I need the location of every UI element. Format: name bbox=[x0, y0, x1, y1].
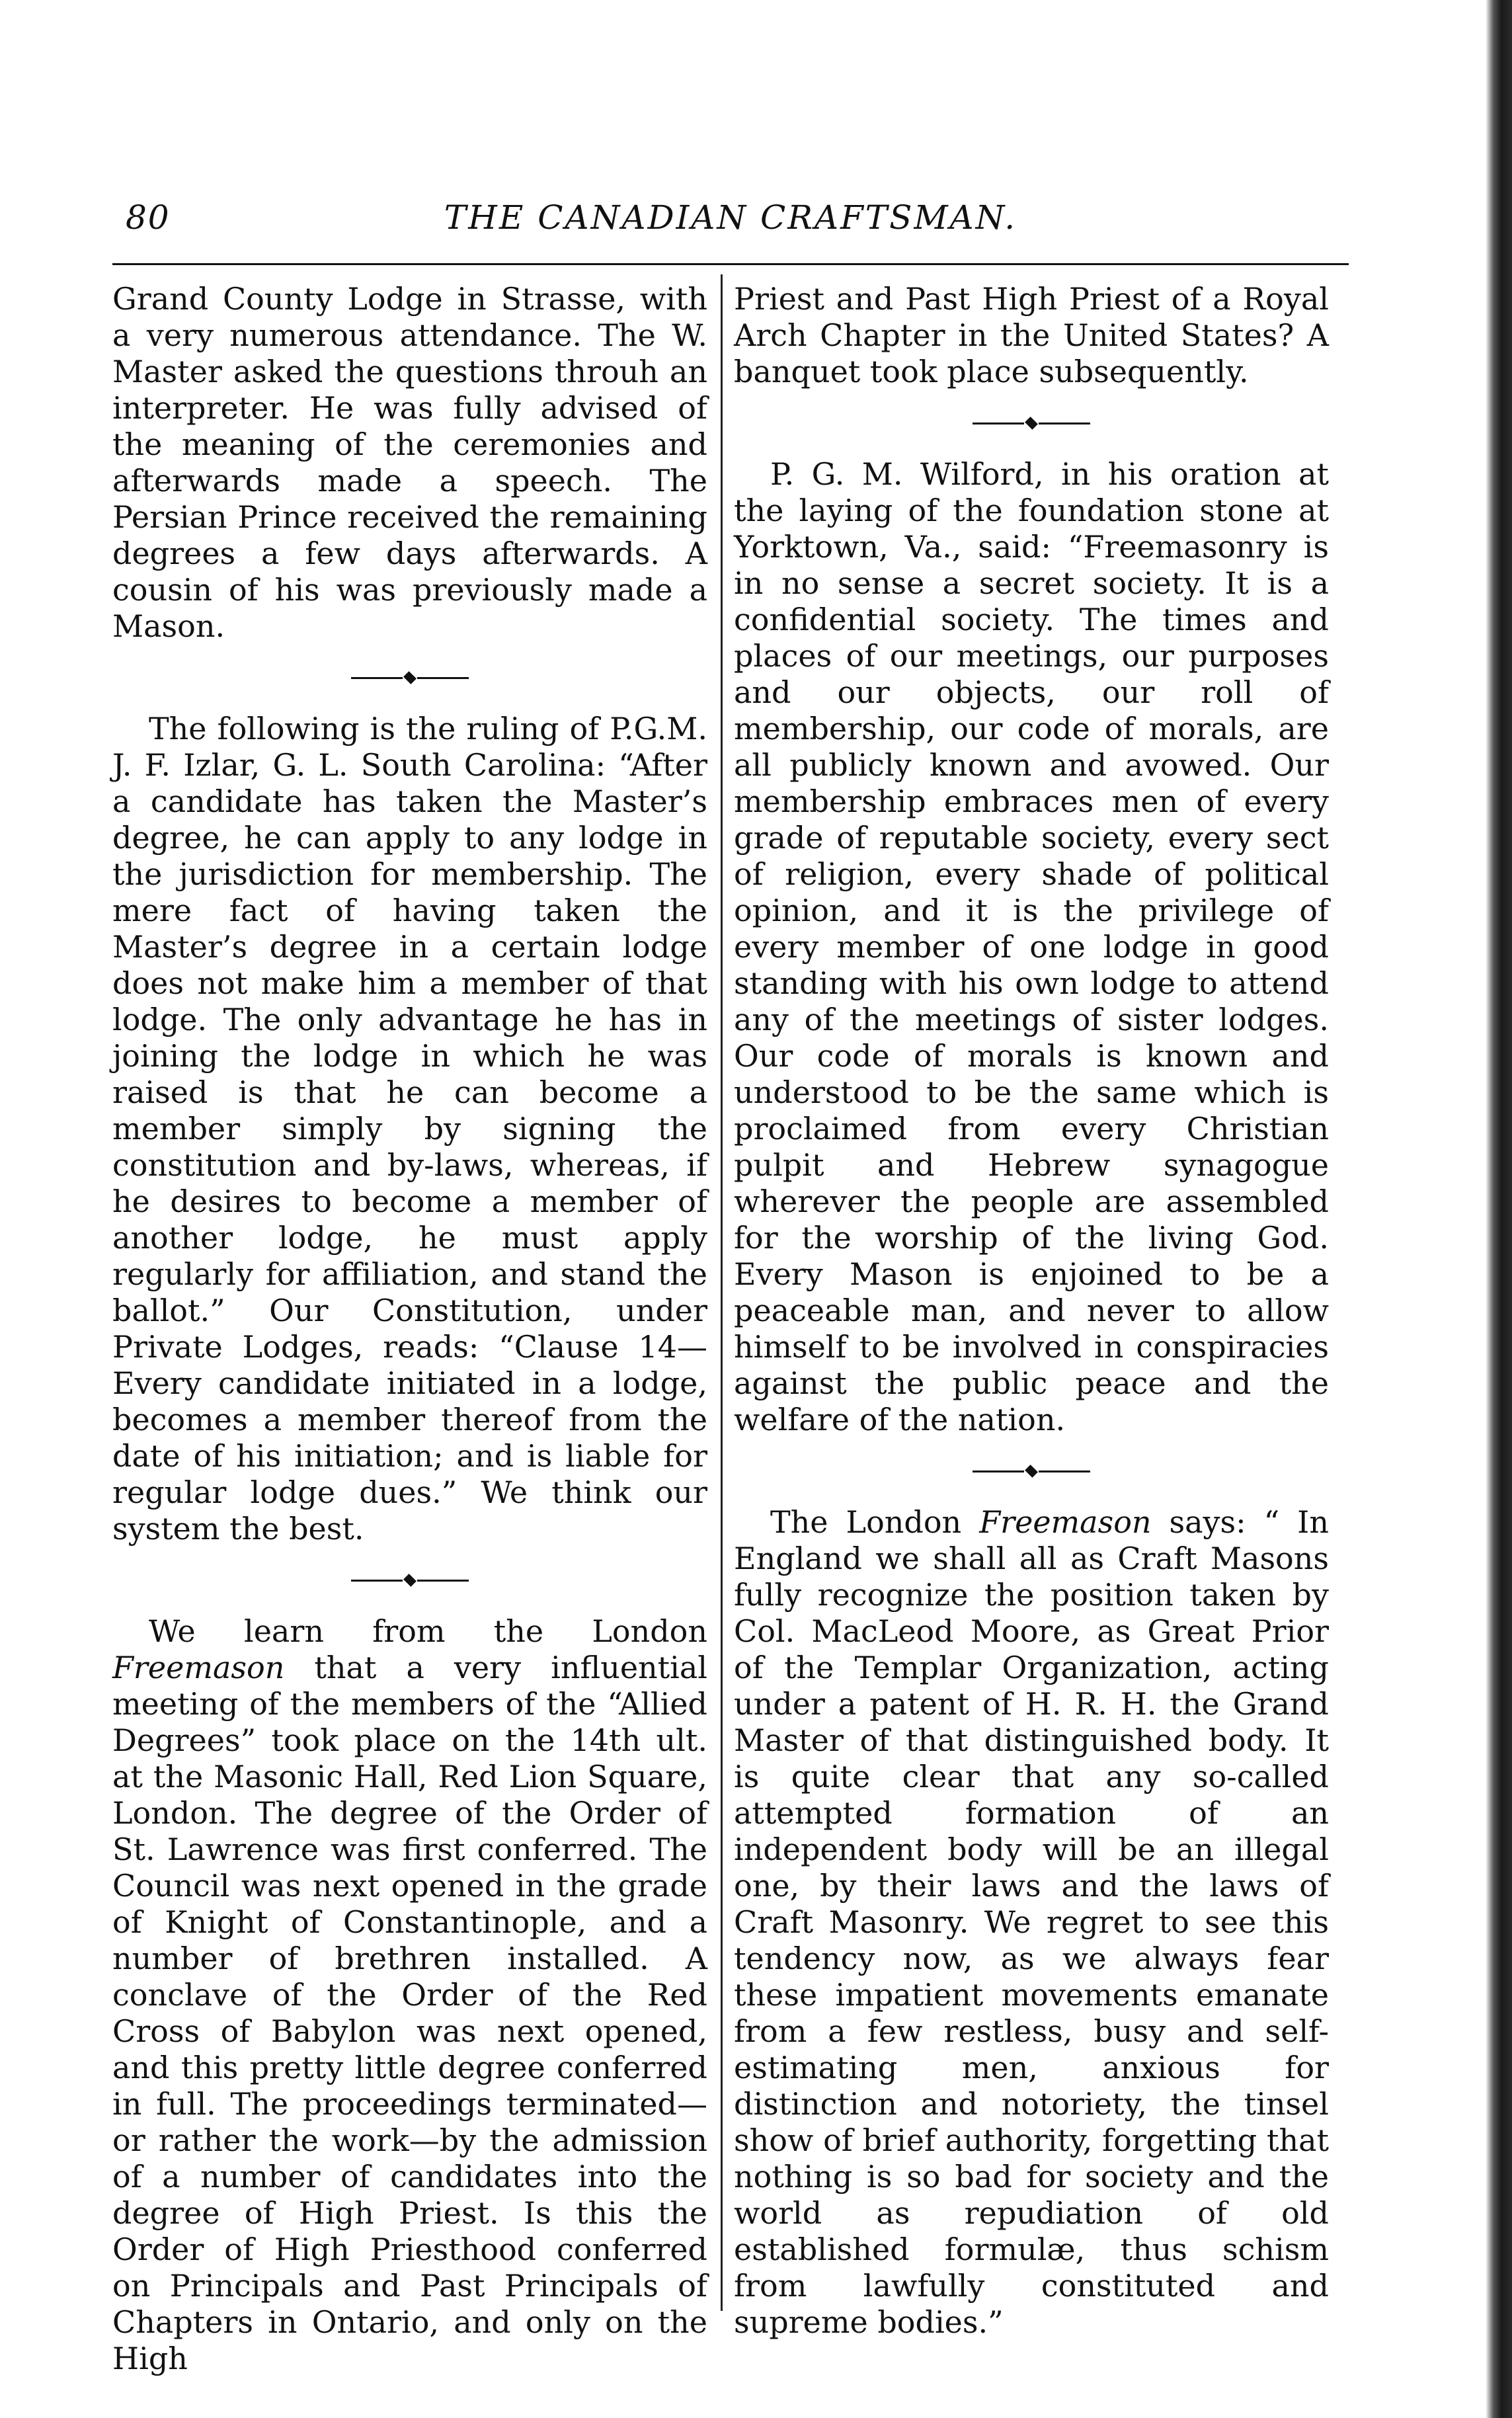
text-run: The London bbox=[770, 1504, 980, 1540]
publication-title: Freemason bbox=[112, 1650, 285, 1685]
paragraph-allied-degrees bbox=[112, 1613, 707, 2377]
paragraph-london-freemason bbox=[734, 1504, 1329, 2341]
left-column bbox=[112, 281, 707, 2377]
page-number: 80 bbox=[126, 198, 171, 237]
header-rule bbox=[112, 263, 1349, 265]
text-run: says: “ In England we shall all as Craft Masons fully recognize the position taken by Col. MacLeod Moore, as Great Prior of the Templar Organization, acting under a patent of H. R. H. the Grand Master of that distinguished body. It is quite clear that any so-called attempted formation of an independent body will be an illegal one, by their laws and the laws of Craft Masonry. We regret to see this tendency now, as we always fear these impatient movements emanate from a few restless, busy and self-estimating men, anxious for distinction and notoriety, the tinsel show of brief authority, forgetting that nothing is so bad for society and the world as repudiation of old established formulæ, thus schism from lawfully constituted and supreme bodies.” bbox=[734, 1504, 1329, 2340]
page-header bbox=[112, 198, 1349, 251]
paragraph-royal-arch: Priest and Past High Priest of a Royal Arch Chapter in the United States? A banquet took place subsequently. bbox=[734, 281, 1329, 389]
paragraph-izlar-ruling: The following is the ruling of P.G.M. J. F. Izlar, G. L. South Carolina: “After a candidate has taken the Master’s degree, he can apply to any lodge in the jurisdiction for membership. The mere fact of having taken the Master’s degree in a certain lodge does not make him a member of that lodge. The only advantage he has in joining the lodge in which he was raised is that he can become a member simply by signing the constitution and by-laws, whereas, if he desires to become a member of another lodge, he must apply regularly for affiliation, and stand the ballot.” Our Constitution, under Private Lodges, reads: “Clause 14—Every candidate initiated in a lodge, becomes a member thereof from the date of his initiation; and is liable for regular lodge dues.” We think our system the best. bbox=[112, 711, 707, 1547]
section-divider-ornament bbox=[112, 645, 707, 711]
journal-title: THE CANADIAN CRAFTSMAN. bbox=[444, 198, 1017, 237]
section-divider-ornament bbox=[734, 1438, 1329, 1504]
scan-edge-bar bbox=[1486, 0, 1512, 2418]
text-run: that a very influential meeting of the members of the “Allied Degrees” took place on the 14th ult. at the Masonic Hall, Red Lion Square, London. The degree of the Order of St. Lawrence was first conferred. The Council was next opened in the grade of Knight of Constantinople, and a number of brethren installed. A conclave of the Order of the Red Cross of Babylon was next opened, and this pretty little degree conferred in full. The proceedings terminated—or rather the work—by the admission of a number of candidates into the degree of High Priest. Is this the Order of High Priesthood conferred on Principals and Past Principals of Chapters in Ontario, and only on the High bbox=[112, 1650, 707, 2376]
paragraph-persian-prince: Grand County Lodge in Strasse, with a very numerous attendance. The W. Master asked the questions throuh an interpreter. He was fully advised of the meaning of the ceremonies and afterwards made a speech. The Persian Prince received the remaining degrees a few days afterwards. A cousin of his was previously made a Mason. bbox=[112, 281, 707, 644]
paragraph-wilford-oration: P. G. M. Wilford, in his oration at the laying of the foundation stone at Yorktown, Va., said: “Freemasonry is in no sense a secret society. It is a confidential society. The times and places of our meetings, our purposes and our objects, our roll of membership, our code of morals, are all publicly known and avowed. Our membership embraces men of every grade of reputable society, every sect of religion, every shade of political opinion, and it is the privilege of every member of one lodge in good standing with his own lodge to attend any of the meetings of sister lodges. Our code of morals is known and understood to be the same which is proclaimed from every Christian pulpit and Hebrew synagogue wherever the people are assembled for the worship of the living God. Every Mason is enjoined to be a peaceable man, and never to allow himself to be involved in conspiracies against the public peace and the welfare of the nation. bbox=[734, 456, 1329, 1437]
right-column bbox=[734, 281, 1329, 2341]
section-divider-ornament bbox=[734, 390, 1329, 456]
publication-title: Freemason bbox=[979, 1504, 1152, 1540]
column-divider bbox=[721, 274, 723, 2311]
section-divider-ornament bbox=[112, 1547, 707, 1613]
text-run: We learn from the London bbox=[149, 1613, 707, 1649]
